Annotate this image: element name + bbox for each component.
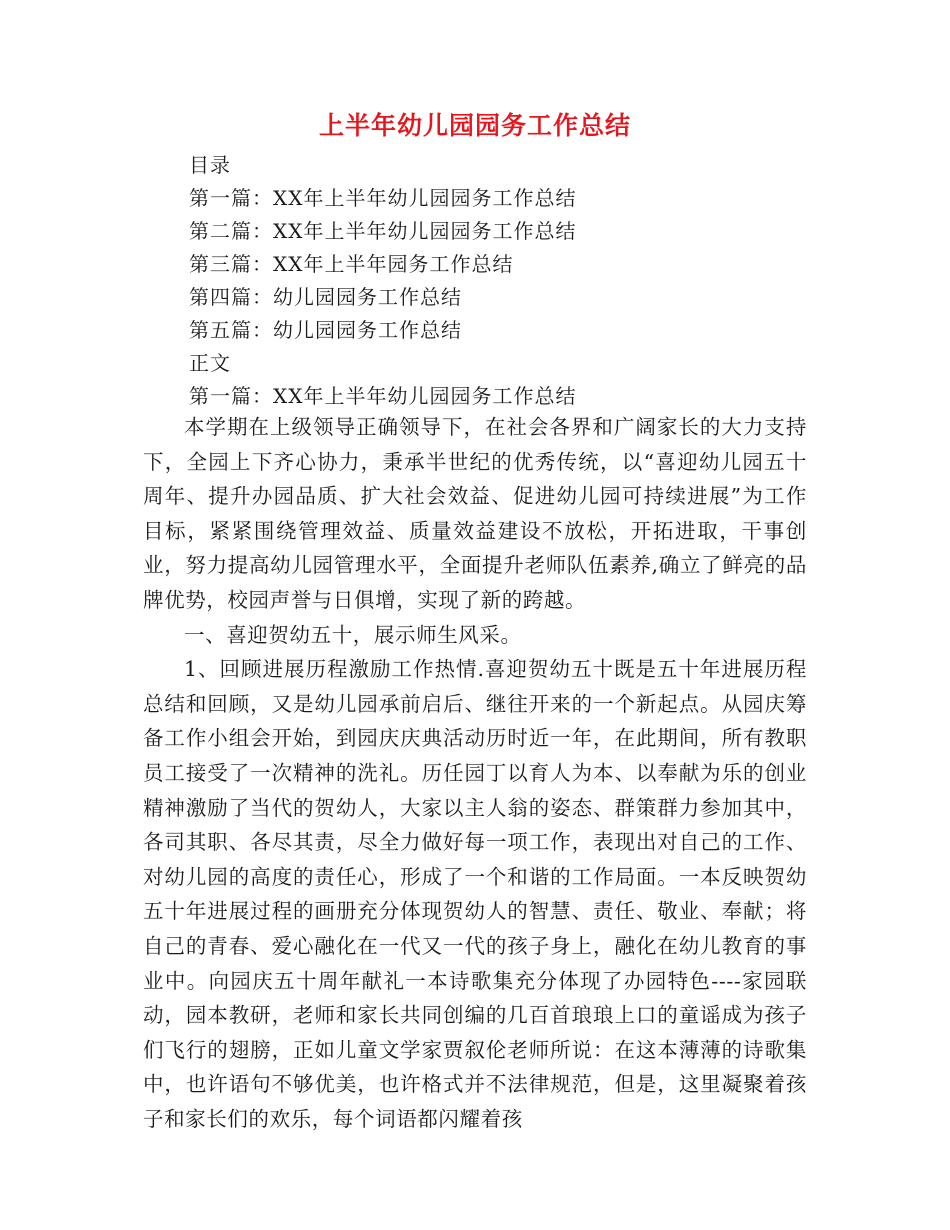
section-heading: 一、喜迎贺幼五十，展示师生风采。	[184, 622, 522, 647]
toc-item: 第四篇：幼儿园园务工作总结	[189, 285, 462, 309]
body-heading: 正文	[189, 351, 231, 375]
toc-item: 第二篇：XX年上半年幼儿园园务工作总结	[189, 219, 577, 243]
toc-item: 第一篇：XX年上半年幼儿园园务工作总结	[189, 186, 577, 210]
document-title: 上半年幼儿园园务工作总结	[318, 111, 631, 140]
toc-item: 第三篇：XX年上半年园务工作总结	[189, 252, 514, 276]
toc-heading: 目录	[189, 153, 231, 177]
document-body	[143, 410, 807, 1136]
toc-item: 第五篇：幼儿园园务工作总结	[189, 318, 462, 342]
table-of-contents	[189, 149, 576, 413]
paragraph: 1、回顾进展历程激励工作热情.喜迎贺幼五十既是五十年进展历程总结和回顾，又是幼儿园承前启后、继往开来的一个新起点。从园庆筹备工作小组会开始，到园庆庆典活动历时近一年，在此期间，所有教职员工接受了一次精神的洗礼。历任园丁以育人为本、以奉献为乐的创业精神激励了当代的贺幼人，大家以主人翁的姿态、群策群力参加其中，各司其职、各尽其责，尽全力做好每一项工作，表现出对自己的工作、对幼儿园的高度的责任心，形成了一个和谐的工作局面。一本反映贺幼五十年进展过程的画册充分体现贺幼人的智慧、责任、敬业、奉献；将自己的青春、爱心融化在一代又一代的孩子身上，融化在幼儿教育的事业中。向园庆五十周年献礼一本诗歌集充分体现了办园特色----家园联动，园本教研，老师和家长共同创编的几百首琅琅上口的童谣成为孩子们飞行的翅膀，正如儿童文学家贾叙伦老师所说：在这本薄薄的诗歌集中，也许语句不够优美，也许格式并不法律规范，但是，这里凝聚着孩子和家长们的欢乐，每个词语都闪耀着孩	[143, 657, 807, 1131]
article-title: 第一篇：XX年上半年幼儿园园务工作总结	[189, 384, 577, 408]
paragraph: 本学期在上级领导正确领导下，在社会各界和广阔家长的大力支持下，全园上下齐心协力，秉承半世纪的优秀传统，以“喜迎幼儿园五十周年、提升办园品质、扩大社会效益、促进幼儿园可持续进展”为工作目标，紧紧围绕管理效益、质量效益建设不放松，开拓进取，干事创业，努力提高幼儿园管理水平，全面提升老师队伍素养,确立了鲜亮的品牌优势，校园声誉与日俱增，实现了新的跨越。	[143, 415, 807, 612]
